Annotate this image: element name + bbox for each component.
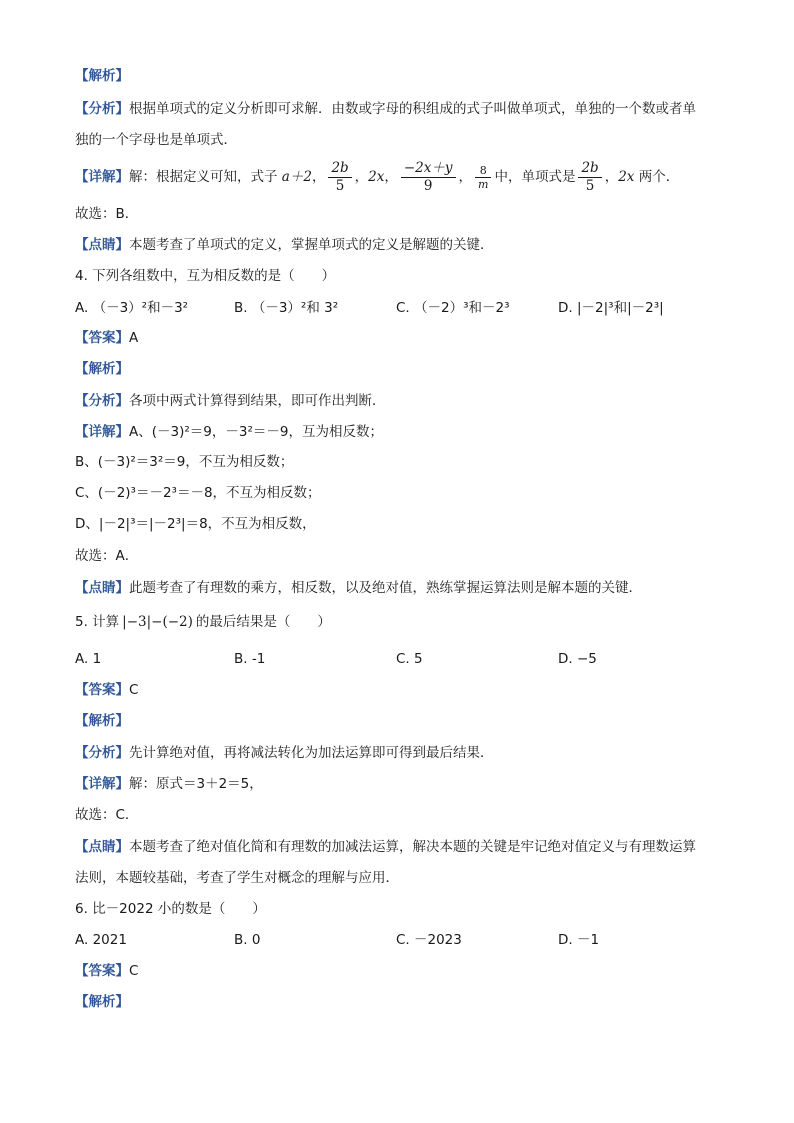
detail-tag: 【详解】 [75, 169, 129, 185]
fraction-8-over-m: $\frac{8}{m}$ [475, 164, 491, 191]
q4-option-b: B. （－3）²和 3² [234, 300, 339, 316]
q5-detail: 【详解】解：原式＝3＋2＝5， [75, 776, 263, 792]
q3-analysis-line-1 [75, 99, 734, 119]
q4-stem: 4. 下列各组数中，互为相反数的是（ ） [75, 268, 336, 284]
q3-analysis-text: 根据单项式的定义分析即可求解．由数或字母的积组成的式子叫做单项式，单独的一个数或者单 [129, 101, 696, 117]
q6-answer: 【答案】C [75, 963, 139, 979]
expr-a-plus-2: a＋2 [281, 169, 312, 185]
analysis-tag: 【解析】 [75, 68, 129, 84]
q5-stem: 5. 计算 |−3|−(−2) 的最后结果是（ ） [75, 614, 331, 630]
q4-options [75, 298, 734, 318]
q5-choice: 故选：C． [75, 807, 139, 823]
q3-analysis-text-2: 独的一个字母也是单项式． [75, 132, 237, 148]
fenxi-tag: 【分析】 [75, 101, 129, 117]
q4-choice: 故选：A． [75, 548, 139, 564]
q5-answer: 【答案】C [75, 682, 139, 698]
expr-2x: 2x [368, 169, 385, 185]
q6-options [75, 930, 734, 950]
q5-point-line-1: 【点睛】本题考查了绝对值化简和有理数的加减法运算，解决本题的关键是牢记绝对值定义与有理数运算 [75, 839, 696, 855]
q5-point-line-2: 法则，本题较基础，考查了学生对概念的理解与应用． [75, 870, 399, 886]
q5-options [75, 649, 734, 669]
q4-analysis-heading: 【解析】 [75, 361, 129, 377]
q5-option-d: D. −5 [558, 651, 597, 667]
q4-detail-d: D、|－2|³＝|－2³|＝8，不互为相反数， [75, 516, 316, 532]
q4-analysis: 【分析】各项中两式计算得到结果，即可作出判断． [75, 393, 386, 409]
q4-detail-c: C、(－2)³＝－2³＝－8，不互为相反数； [75, 485, 321, 501]
q4-answer: 【答案】A [75, 330, 139, 346]
dianjing-tag: 【点睛】 [75, 237, 129, 253]
q3-point: 【点睛】本题考查了单项式的定义，掌握单项式的定义是解题的关键． [75, 237, 494, 253]
fraction-2b-over-5-answer: $\frac{2b}{5}$ [578, 160, 601, 195]
q5-analysis-heading: 【解析】 [75, 713, 129, 729]
q5-expression: |−3|−(−2) [122, 614, 193, 630]
q4-detail-b: B、(－3)²＝3²＝9，不互为相反数； [75, 454, 294, 470]
q5-analysis: 【分析】先计算绝对值，再将减法转化为加法运算即可得到最后结果． [75, 745, 494, 761]
fraction-neg2x-plus-y-over-9: $\frac{-2x+y}{9}$ [401, 160, 456, 195]
q4-option-c: C. （－2）³和－2³ [396, 300, 510, 316]
fraction-2b-over-5: $\frac{2b}{5}$ [328, 160, 351, 195]
q6-option-b: B. 0 [234, 932, 261, 948]
q3-detail-line: 【详解】解：根据定义可知，式子 a＋2， $\frac{2b}{5}$ ，2x， $\frac{-2x+y}{9}$ ， $\frac{8}{m}$ 中，单项式是 $\frac{2b}{5}$ ，2x 两个． [75, 159, 680, 194]
q4-point: 【点睛】此题考查了有理数的乘方，相反数，以及绝对值，熟练掌握运算法则是解本题的关键． [75, 580, 642, 596]
q5-option-b: B. -1 [234, 651, 266, 667]
q6-option-d: D. －1 [558, 932, 600, 948]
q6-stem: 6. 比－2022 小的数是（ ） [75, 901, 266, 917]
q3-detail-text: 解：根据定义可知，式子 [129, 169, 278, 185]
q5-option-c: C. 5 [396, 651, 423, 667]
q6-option-c: C. －2023 [396, 932, 462, 948]
q4-option-d: D. |－2|³和|－2³| [558, 300, 664, 316]
q3-analysis-line-2 [75, 130, 734, 150]
q4-option-a: A. （－3）²和－3² [75, 300, 189, 316]
q3-choice: 故选：B． [75, 206, 139, 222]
analysis-heading [75, 66, 734, 86]
q4-detail-a: 【详解】A、(－3)²＝9，－3²＝－9，互为相反数； [75, 424, 383, 440]
answer-tag: 【答案】 [75, 330, 129, 346]
q5-option-a: A. 1 [75, 651, 102, 667]
q6-option-a: A. 2021 [75, 932, 127, 948]
q6-analysis-heading: 【解析】 [75, 994, 129, 1010]
